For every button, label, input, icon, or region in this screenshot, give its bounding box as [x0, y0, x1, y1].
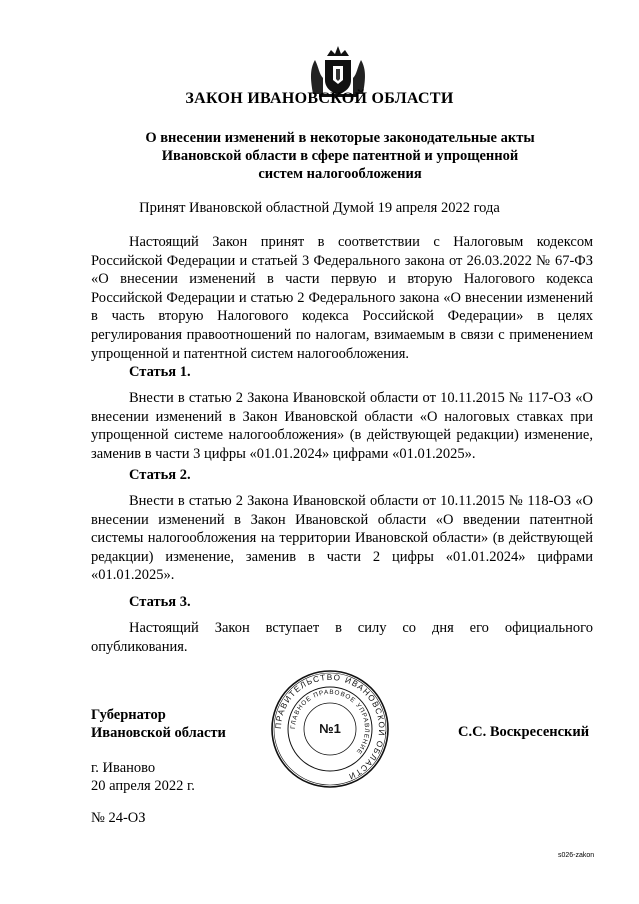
adoption-line: Принят Ивановской областной Думой 19 апреля 2022 года: [139, 200, 500, 216]
law-subtitle: [120, 129, 560, 183]
governor-name: С.С. Воскресенский: [458, 724, 590, 740]
law-title: ЗАКОН ИВАНОВСКОЙ ОБЛАСТИ: [185, 90, 454, 107]
article-1-heading: Статья 1.: [129, 364, 191, 380]
article-3-heading: Статья 3.: [129, 594, 191, 610]
preamble-paragraph: Настоящий Закон принят в соответствии с Налоговым кодексом Российской Федерации и статьей 3 Федерального закона от 26.03.2022 № 67-ФЗ «О внесении изменений в части первую и вторую Налогового кодекса Российской Федерации и статью 2 Федерального закона «О внесении изменений в часть вторую Налогового кодекса Российской Федерации» в целях регулирования правоотношений по налогам, взимаемым в связи с применением упрощенной и патентной систем налогообложения.: [91, 234, 593, 362]
official-stamp: [268, 667, 392, 791]
article-1-text: Внести в статью 2 Закона Ивановской области от 10.11.2015 № 117-ОЗ «О внесении изменений в Закон Ивановской области «О налоговых ставках при упрощенной системе налогообложения» (в действующей редакции) изменение, заменив в части 3 цифры «01.01.2024» цифрами «01.01.2025».: [91, 390, 593, 462]
article-2-heading: Статья 2.: [129, 467, 191, 483]
subtitle-line: систем налогообложения: [258, 166, 422, 182]
date: 20 апреля 2022 г.: [91, 778, 195, 794]
stamp-ring-text: ПРАВИТЕЛЬСТВО ИВАНОВСКОЙ ОБЛАСТИ: [273, 672, 387, 782]
governor-title-line: Губернатор: [91, 707, 166, 723]
article-2-text: Внести в статью 2 Закона Ивановской области от 10.11.2015 № 118-ОЗ «О внесении изменений в Закон Ивановской области «О введении патентной системы налогообложения на территории Ивановской области» (в действующей редакции) изменение, заменив в части 2 цифры «01.01.2024» цифрами «01.01.2025».: [91, 493, 593, 584]
place: г. Иваново: [91, 760, 156, 776]
governor-title: [91, 706, 226, 742]
law-number: № 24-ОЗ: [91, 810, 146, 826]
governor-title-line: Ивановской области: [91, 725, 226, 741]
subtitle-line: Ивановской области в сфере патентной и упрощенной: [161, 148, 519, 164]
subtitle-line: О внесении изменений в некоторые законодательные акты: [145, 130, 535, 146]
article-3-text: Настоящий Закон вступает в силу со дня его официального опубликования.: [91, 620, 593, 655]
document-code: s026-zakon: [558, 852, 595, 859]
stamp-inner-text: ГЛАВНОЕ ПРАВОВОЕ УПРАВЛЕНИЕ: [289, 688, 371, 756]
place-date: [91, 759, 195, 795]
stamp-number: №1: [319, 721, 341, 736]
